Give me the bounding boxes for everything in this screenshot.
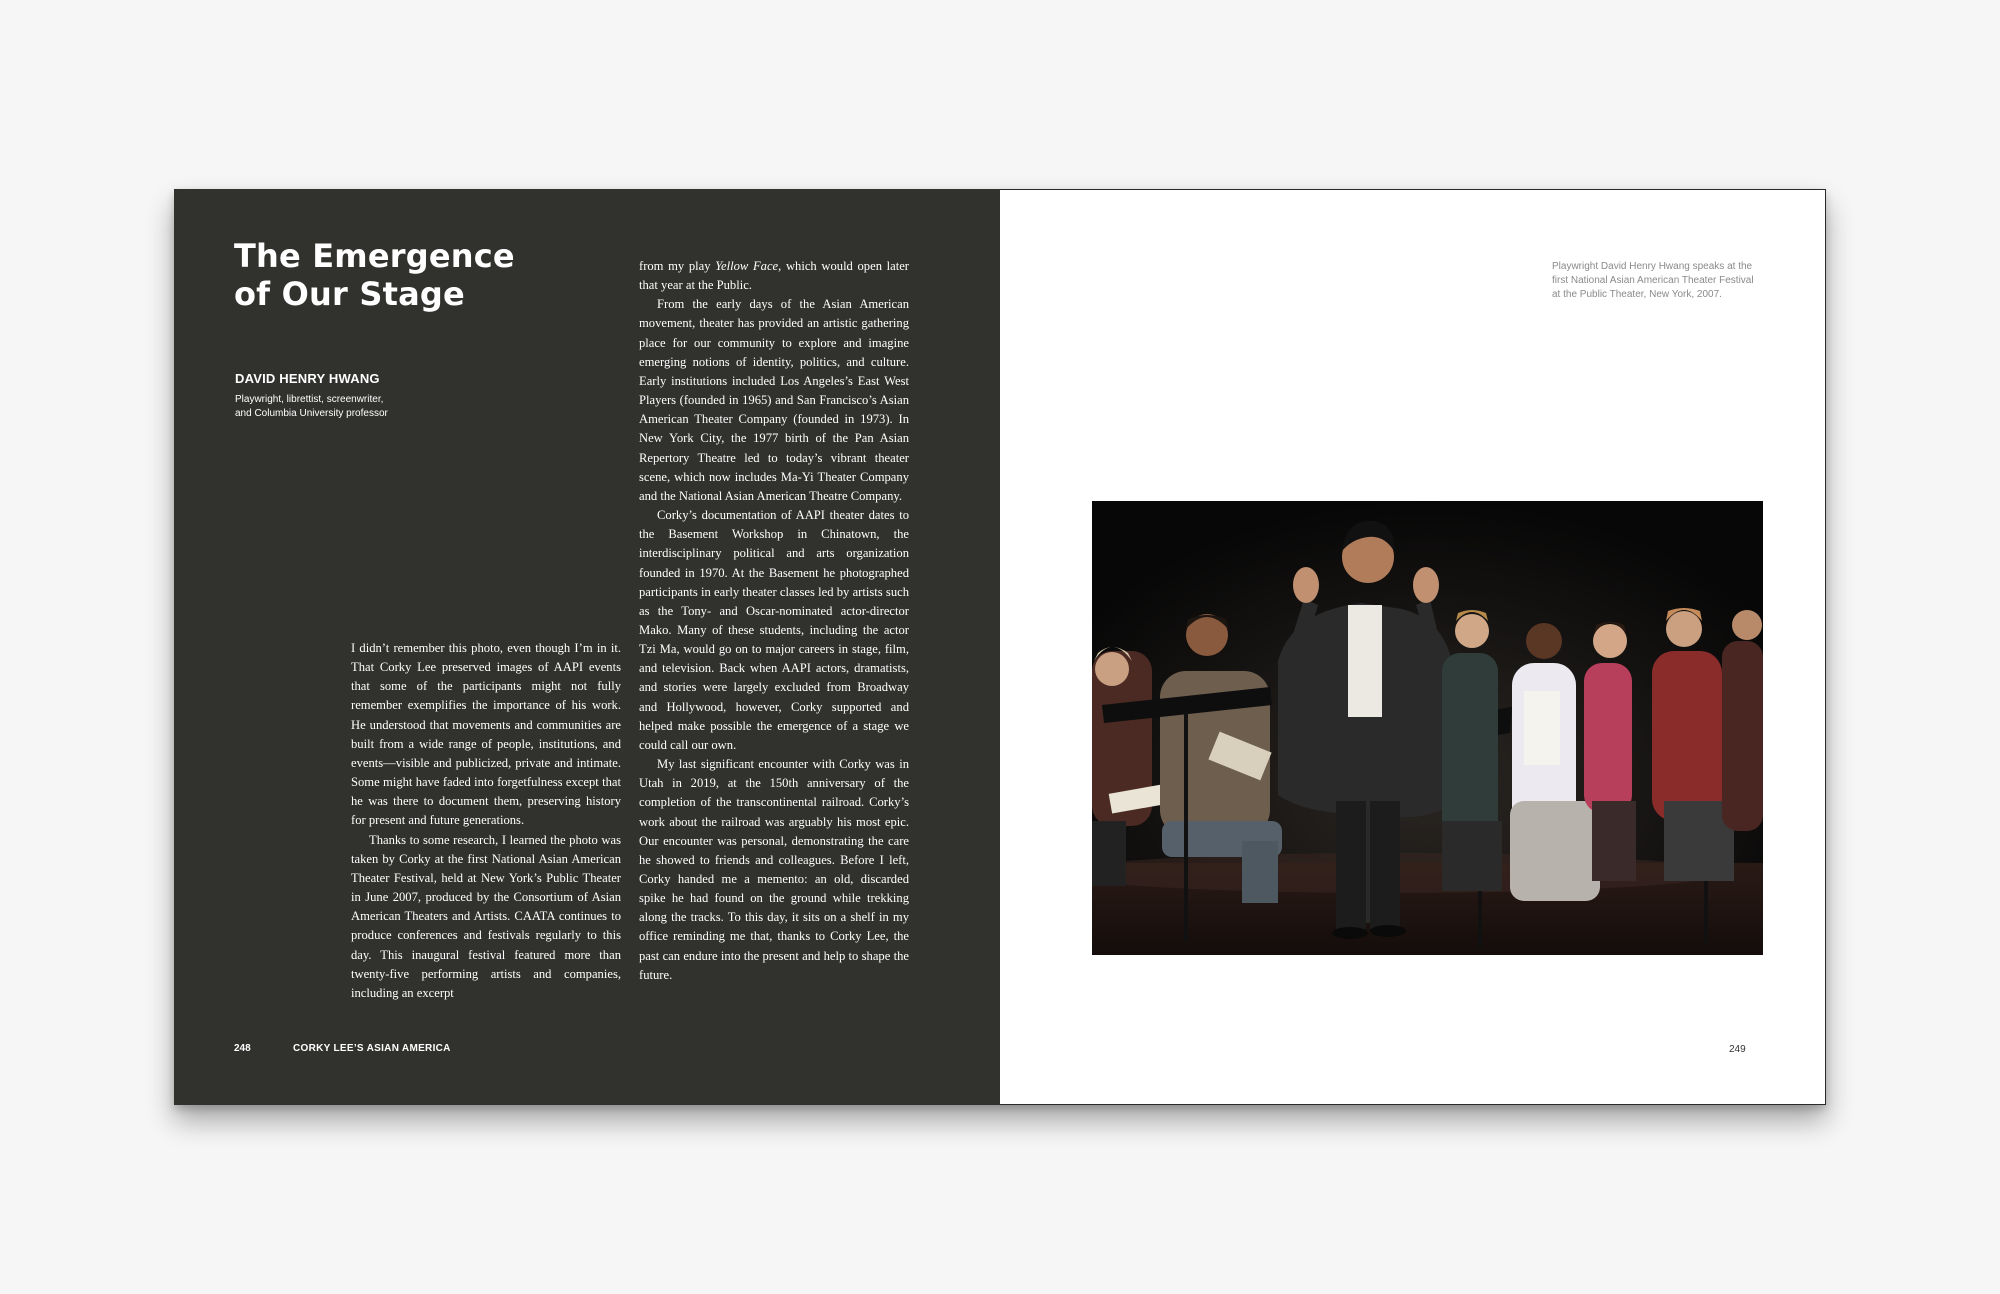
body-paragraph: From the early days of the Asian American movement, theater has provided an artistic gathering place for our community to explore and imagine emerging notions of identity, politics, and culture. Early institutions included Los Angeles’s East West Players (founded in 1965) and San Francisco’s Asian American Theater Company (founded in 1973). In New York City, the 1977 birth of the Pan Asian Repertory Theatre led to today’s vibrant theater scene, which now includes Ma-Yi Theater Company and the National Asian American Theatre Company. [639,297,909,503]
photo-caption-line-1: Playwright David Henry Hwang speaks at the [1552,261,1753,272]
body-column-2 [639,257,909,985]
author-role [235,393,388,421]
author-name: DAVID HENRY HWANG [235,371,380,386]
right-page [1000,189,1826,1105]
continued-text-end: , which would open later that year at the Public. [639,259,910,293]
photo-caption-line-2: first National Asian American Theater Festival [1552,275,1754,286]
page-number-right: 249 [1729,1044,1746,1055]
photo-caption-line-3: at the Public Theater, New York, 2007. [1552,289,1722,300]
author-role-line-2: and Columbia University professor [235,408,388,419]
essay-title [234,237,515,313]
essay-title-line-1: The Emergence [234,237,515,275]
body-paragraph: My last significant encounter with Corky was in Utah in 2019, at the 150th anniversary of the completion of the transcontinental railroad. Corky’s work about the railroad was arguably his most epic. Our encounter was personal, demonstrating the care he showed to friends and colleagues. Before I left, Corky handed me a memento: an old, discarded spike he had found on the ground while trekking along the tracks. To this day, it sits on a shelf in my office reminding me that, thanks to Corky Lee, the past can endure into the present and help to shape the future. [639,757,909,982]
body-paragraph: Thanks to some research, I learned the photo was taken by Corky at the first National Asian American Theater Festival, held at New York’s Public Theater in June 2007, produced by the Consortium of Asian American Theaters and Artists. CAATA continues to produce conferences and festivals regularly to this day. This inaugural festival featured more than twenty-five performing artists and companies, including an excerpt [351,832,621,1000]
continued-text-start: from my play [639,259,716,273]
essay-title-line-2: of Our Stage [234,275,465,313]
stage-photo [1092,501,1763,955]
body-column-1 [351,639,621,1003]
body-paragraph: Corky’s documentation of AAPI theater dates to the Basement Workshop in Chinatown, the interdisciplinary political and arts organization founded in 1970. At the Basement he photographed participants in early theater classes led by artists such as the Tony- and Oscar-nominated actor-director Mako. Many of these students, including the actor Tzi Ma, would go on to major careers in stage, film, and television. Back when AAPI actors, dramatists, and stories were largely excluded from Broadway and Hollywood, however, Corky supported and helped make possible the emergence of a stage we could call our own. [639,508,909,752]
book-spread [174,189,1826,1105]
play-title-italic: Yellow Face [715,259,779,273]
photo-caption [1552,260,1782,302]
running-head: CORKY LEE’S ASIAN AMERICA [293,1043,451,1054]
body-paragraph-continued [639,257,909,295]
left-page [174,189,1000,1105]
page-number-left: 248 [234,1043,251,1054]
author-role-line-1: Playwright, librettist, screenwriter, [235,394,384,405]
body-paragraph: I didn’t remember this photo, even though I’m in it. That Corky Lee preserved images of AAPI events that some of the participants might not fully remember exemplifies the importance of his work. He understood that movements and communities are built from a wide range of people, institutions, and events—visible and publicized, private and intimate. Some might have faded into forgetfulness except that he was there to document them, preserving history for present and future generations. [351,641,621,828]
